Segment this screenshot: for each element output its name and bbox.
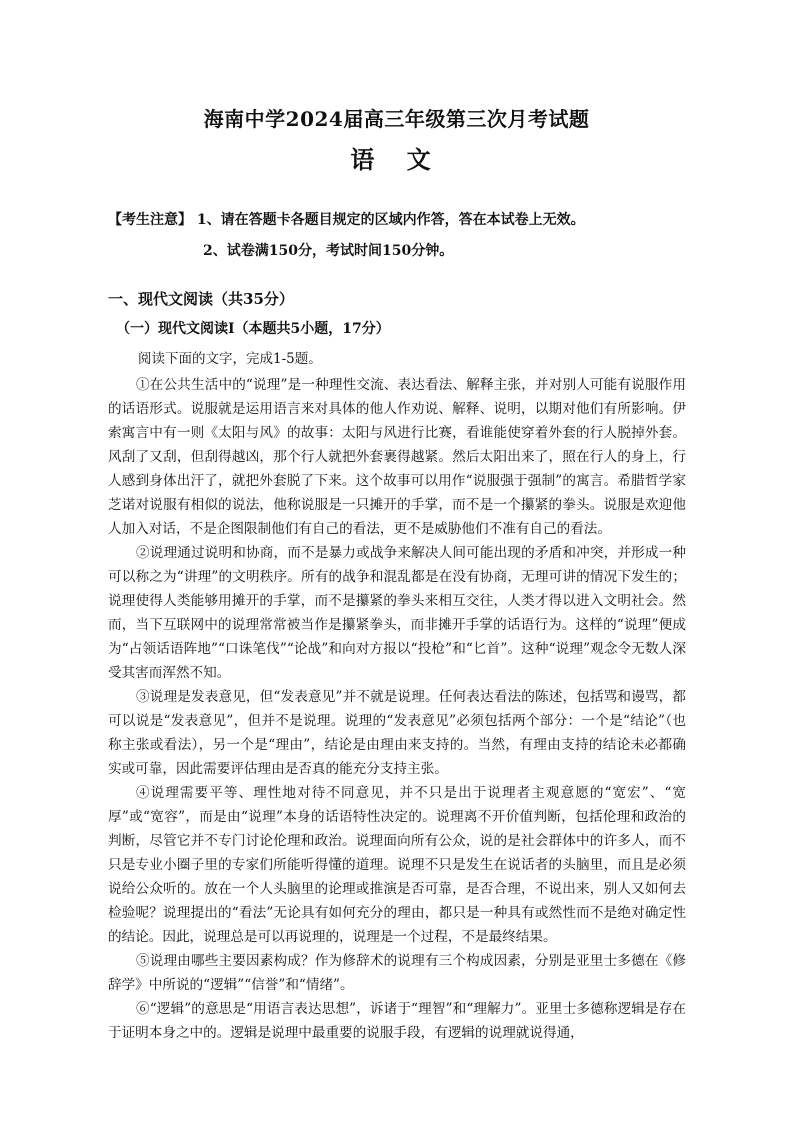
subsection-title: （一）现代文阅读I（本题共5小题，17分） [116,321,390,337]
paragraph-3: ③说理是发表意见，但“发表意见”并不就是说理。任何表达看法的陈述，包括骂和谩骂，都可以说是“发表意见”，但并不是说理。说理的“发表意见”必须包括两个部分：一个是“结论”（也称主张或看法），另一个是“理由”，结论是由理由来支持的。当然，有理由支持的结论未必都确实或可靠，因此需要评估理由是否真的能充分支持主张。 [108,689,686,777]
paragraph-1: ①在公共生活中的“说理”是一种理性交流、表达看法、解释主张，并对别人可能有说服作用的话语形式。说服就是运用语言来对具体的他人作劝说、解释、说明，以期对他们有所影响。伊索寓言中有一则《太阳与风》的故事：太阳与风进行比赛，看谁能使穿着外套的行人脱掉外套。风刮了又刮，但刮得越凶，那个行人就把外套裹得越紧。然后太阳出来了，照在行人的身上，行人感到身体出汗了，就把外套脱了下来。这个故事可以用作“说服强于强制”的寓言。希腊哲学家芝诺对说服有相似的说法，他称说服是一只摊开的手掌，而不是一个攥紧的拳头。说服是欢迎他人加入对话，不是企图限制他们有自己的看法，更不是威胁他们不准有自己的看法。 [108,377,686,537]
paragraph-6: ⑥“逻辑”的意思是“用语言表达思想”，诉诸于“理智”和“理解力”。亚里士多德称逻辑是存在于证明本身之中的。逻辑是说理中最重要的说服手段，有逻辑的说理就说得通， [108,1001,686,1041]
notice-item-1: 1、请在答题卡各题目规定的区域内作答，答在本试卷上无效。 [196,212,585,228]
notice-item-2: 2、试卷满150分，考试时间150分钟。 [203,243,454,259]
section-title: 一、现代文阅读（共35分） [108,290,294,308]
paragraph-4: ④说理需要平等、理性地对待不同意见，并不只是出于说理者主观意愿的“宽宏”、“宽厚”或“宽容”，而是由“说理”本身的话语特性决定的。说理离不开价值判断，包括伦理和政治的判断，尽管它并不专门讨论伦理和政治。说理面向所有公众，说的是社会群体中的许多人，而不只是专业小圈子里的专家们所能听得懂的道理。说理不只是发生在说话者的头脑里，而且是必须说给公众听的。放在一个人头脑里的论理或推演是否可靠，是否合理，不说出来，别人又如何去检验呢？说理提出的“看法”无论具有如何充分的理由，都只是一种具有或然性而不是绝对确定性的结论。因此，说理总是可以再说理的，说理是一个过程，不是最终结果。 [108,785,686,945]
exam-title: 海南中学2024届高三年级第三次月考试题 [203,107,590,131]
reading-passage [108,373,686,1045]
paragraph-2: ②说理通过说明和协商，而不是暴力或战争来解决人间可能出现的矛盾和冲突，并形成一种可以称之为“讲理”的文明秩序。所有的战争和混乱都是在没有协商，无理可讲的情况下发生的；说理使得人类能够用摊开的手掌，而不是攥紧的拳头来相互交往，人类才得以进入文明社会。然而，当下互联网中的说理常常被当作是攥紧拳头，而非摊开手掌的话语行为。这样的“说理”便成为“占领话语阵地”“口诛笔伐”“论战”和向对方报以“投枪”和“匕首”。这种“说理”观念令无数人深受其害而浑然不知。 [108,545,686,681]
notice-label: 【考生注意】 [108,212,192,228]
instruction-text: 阅读下面的文字，完成1-5题。 [138,351,322,367]
paragraph-5: ⑤说理由哪些主要因素构成？作为修辞术的说理有三个构成因素，分别是亚里士多德在《修辞学》中所说的“逻辑”“信誉”和“情绪”。 [108,953,686,993]
notice-line-1 [108,209,585,229]
subject-title: 语 文 [350,145,443,174]
